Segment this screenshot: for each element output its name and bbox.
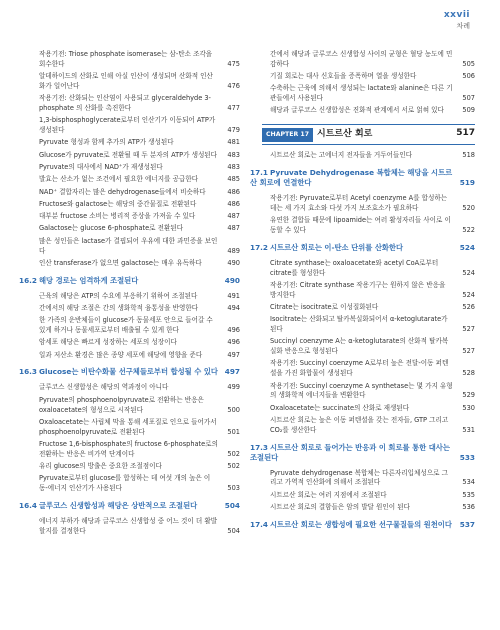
toc-entry-title: 인산 transferase가 없으면 galactose는 매우 유독하다 (39, 258, 202, 267)
chapter-label: CHAPTER 17 (262, 128, 313, 142)
toc-entry[interactable] (39, 304, 240, 314)
toc-section-title: Glucose는 비탄수화물 선구체들로부터 합성될 수 있다 (39, 367, 218, 377)
toc-entry[interactable] (39, 50, 240, 70)
toc-entry-title: 수축하는 근육에 의해서 생성되는 lactate와 alanine은 다른 기관들에서 사용된다 (270, 84, 453, 103)
toc-section-title: 시트르산 회로로 들어가는 반응과 이 회로를 통한 대사는 조절된다 (250, 442, 450, 462)
toc-entry-page: 503 (227, 484, 240, 493)
toc-section-page: 504 (224, 500, 240, 510)
toc-entry-title: Pyruvate dehydrogenase 복합체는 다른자리입체성으로 그리고 가역적 인산화에 의해서 조절된다 (270, 468, 448, 487)
toc-entry-page: 486 (227, 199, 240, 208)
toc-entry[interactable] (39, 462, 240, 472)
toc-entry[interactable] (39, 163, 240, 173)
toc-entry-page: 485 (227, 175, 240, 184)
toc-entry[interactable] (270, 106, 475, 116)
toc-entry-page: 500 (227, 405, 240, 414)
toc-entry-title: Succinyl coenzyme A는 α-ketoglutarate의 산화적 탈카복실화 반응으로 형성된다 (270, 337, 449, 356)
toc-entry[interactable] (39, 237, 240, 257)
toc-entry[interactable] (270, 151, 475, 161)
toc-section[interactable] (250, 168, 475, 188)
toc-entry[interactable] (270, 315, 475, 335)
toc-entry-title: 대부분 fructose 소비는 병리적 증상을 가져올 수 있다 (39, 212, 196, 221)
toc-entry-page: 479 (227, 126, 240, 135)
toc-entry-title: 1,3-bisphosphoglycerate로부터 인산기가 이동되어 ATP가 생성된다 (39, 116, 216, 135)
toc-entry-title: Galactose는 glucose 6-phosphate로 전환된다 (39, 224, 184, 233)
toc-entry[interactable] (270, 216, 475, 236)
toc-section-number: 16.3 (19, 367, 38, 377)
toc-entry-page: 501 (227, 427, 240, 436)
toc-entry-page: 489 (227, 246, 240, 255)
toc-entry[interactable] (39, 212, 240, 222)
toc-entry-page: 494 (227, 303, 240, 312)
toc-entry[interactable] (270, 404, 475, 414)
toc-entry-page: 536 (462, 502, 475, 511)
toc-entry-page: 507 (462, 94, 475, 103)
toc-entry[interactable] (270, 416, 475, 436)
toc-left-column (19, 50, 240, 539)
toc-entry[interactable] (39, 94, 240, 114)
toc-section-number: 16.4 (19, 500, 38, 510)
toc-section[interactable] (19, 367, 240, 377)
toc-entry-page: 499 (227, 383, 240, 392)
toc-entry-page: 504 (227, 526, 240, 535)
toc-entry[interactable] (270, 72, 475, 82)
toc-entry-page: 505 (462, 59, 475, 68)
toc-entry-title: Oxaloacetate는 사립체 막을 통해 세포질로 인으로 들어가서 phosphoenolpyruvate로 전환된다 (39, 417, 217, 436)
toc-entry-title: 작용기전: Pyruvate로부터 Acetyl coenzyme A를 합성하는 데는 세 가지 효소와 다섯 가지 보조효소가 필요하다 (270, 194, 448, 212)
toc-entry-page: 531 (462, 425, 475, 434)
toc-entry-page: 526 (462, 302, 475, 311)
toc-entry-title: 일과 저산소 환경은 많은 종양 세포에 해당에 영향을 준다 (39, 350, 203, 359)
toc-section[interactable] (19, 501, 240, 511)
toc-entry[interactable] (270, 194, 475, 214)
toc-entry-title: Citrate synthase는 oxaloacetate와 acetyl CoA로부터 citrate를 형성한다 (270, 258, 439, 277)
toc-section-title: 시트르산 회로는 이-탄소 단위를 산화한다 (270, 242, 404, 252)
toc-entry-title: Pyruvate의 대사에서 NAD⁺가 재생성된다 (39, 162, 163, 171)
toc-section-number: 17.1 (250, 168, 269, 178)
toc-entry[interactable] (39, 188, 240, 198)
toc-entry[interactable] (270, 303, 475, 313)
toc-section-page: 490 (224, 275, 240, 285)
toc-entry-title: 글루코스 신생합성은 해당의 역과정이 아니다 (39, 383, 169, 392)
toc-entry-page: 490 (227, 258, 240, 267)
toc-entry-title: Pyruvate 형성과 함께 추가의 ATP가 생성된다 (39, 138, 174, 147)
toc-entry-title: Isocitrate는 산화되고 탈카복실화되어서 α-ketoglutarate가 된다 (270, 315, 448, 334)
toc-entry[interactable] (39, 200, 240, 210)
toc-entry-title: Glucose가 pyruvate로 전환될 때 두 분자의 ATP가 생성된다 (39, 150, 218, 159)
toc-entry[interactable] (270, 469, 475, 489)
toc-entry-page: 518 (462, 151, 475, 160)
toc-entry-page: 487 (227, 224, 240, 233)
toc-entry-page: 486 (227, 187, 240, 196)
toc-entry-page: 502 (227, 449, 240, 458)
toc-entry-page: 476 (227, 81, 240, 90)
toc-entry[interactable] (39, 517, 240, 537)
toc-section-title: 글루코스 신생합성과 해당은 상반적으로 조절된다 (39, 500, 198, 510)
toc-entry-title: 작용기전: Triose phosphate isomerase는 삼-탄소 조각을 회수한다 (39, 50, 213, 68)
toc-section-page: 497 (224, 367, 240, 377)
toc-entry-title: 에너지 부하가 해당과 글루코스 신생합성 중 어느 것이 더 활발할지를 결정한다 (39, 516, 218, 535)
toc-entry-title: 기질 회로는 대사 신호들을 증폭하며 열을 생성한다 (270, 72, 417, 81)
toc-section-page: 537 (459, 519, 475, 529)
toc-entry-title: 알데하이드의 산화로 인해 아실 인산이 생성되며 산화적 인산화가 일어난다 (39, 72, 213, 90)
toc-section-number: 17.2 (250, 242, 269, 252)
toc-entry[interactable] (270, 259, 475, 279)
toc-entry[interactable] (270, 382, 475, 402)
toc-entry-title: 시트르산 회로는 여러 지점에서 조절된다 (270, 490, 387, 499)
toc-entry-page: 483 (227, 162, 240, 171)
toc-section-number: 17.4 (250, 519, 269, 529)
toc-entry-title: Oxaloacetate는 succinate의 산화로 재생된다 (270, 403, 410, 412)
toc-entry-page: 506 (462, 72, 475, 81)
toc-entry-title: 유연한 결합들 때문에 lipoamide는 여러 활성자리들 사이로 이동할 수 있다 (270, 216, 451, 234)
toc-entry-page: 535 (462, 490, 475, 499)
toc-entry[interactable] (270, 503, 475, 513)
toc-entry[interactable] (39, 175, 240, 185)
toc-entry-title: Fructose와 galactose는 해당의 중간물질로 전환된다 (39, 199, 197, 208)
toc-section-title: 해당 경로는 엄격하게 조절된다 (39, 275, 139, 285)
toc-section-page: 524 (459, 242, 475, 252)
toc-entry-page: 528 (462, 369, 475, 378)
toc-section-page: 519 (459, 178, 475, 188)
toc-entry-page: 534 (462, 478, 475, 487)
toc-entry-title: Pyruvate의 phosphoenolpyruvate로 전환하는 반응은 oxaloacetate의 형성으로 시작된다 (39, 395, 204, 414)
toc-entry[interactable] (270, 359, 475, 379)
toc-entry[interactable] (39, 316, 240, 336)
toc-entry-page: 524 (462, 290, 475, 299)
toc-entry-title: 암세포 해당은 빠르게 성장하는 세포의 성장이다 (39, 338, 177, 347)
toc-entry[interactable] (270, 84, 475, 104)
toc-entry[interactable] (39, 138, 240, 148)
toc-entry-title: 시트르산 회로는 높은 이동 퍼텐셜을 갖는 전자들, GTP 그리고 CO₂를 생산한다 (270, 415, 449, 434)
toc-entry-page: 529 (462, 391, 475, 400)
toc-entry[interactable] (39, 151, 240, 161)
toc-chapter[interactable] (262, 124, 475, 145)
toc-entry-page: 496 (227, 326, 240, 335)
toc-entry-page: 502 (227, 462, 240, 470)
page-number: xxvii (443, 10, 470, 20)
toc-entry[interactable] (39, 72, 240, 92)
toc-entry-page: 487 (227, 212, 240, 221)
toc-entry-title: 작용기전: Succinyl coenzyme A synthetase는 몇 가지 유형의 생화학적 에너지들을 변환한다 (270, 381, 453, 400)
toc-section-title: Pyruvate Dehydrogenase 복합체는 해당을 시트르산 회로에 연결한다 (250, 168, 453, 188)
toc-entry-title: 해당과 글루코스 신생합성은 진화적 관계에서 서로 얽혀 있다 (270, 106, 444, 115)
toc-entry-title: 한 가족의 운반체들이 glucose가 동물세포 안으로 들어갈 수 있게 하거나 동물세포로부터 배출될 수 있게 한다 (39, 316, 213, 335)
chapter-title: 시트르산 회로 (317, 129, 373, 140)
toc-section-number: 16.2 (19, 275, 38, 285)
toc-entry-title: Fructose 1,6-bisphosphate의 fructose 6-phosphate로의 전환하는 반응은 비가역 단계이다 (39, 439, 218, 458)
toc-entry-title: 시트르산 회로의 결함들은 암의 발달 원인이 된다 (270, 502, 410, 511)
toc-entry-title: Pyruvate로부터 glucose를 합성하는 데 여섯 개의 높은 이동-에너지 인산기가 사용된다 (39, 474, 211, 493)
toc-entry-page: 491 (227, 291, 240, 300)
toc-entry[interactable] (39, 474, 240, 494)
toc-section[interactable] (19, 276, 240, 286)
toc-section-page: 533 (459, 452, 475, 462)
toc-entry-page: 527 (462, 347, 475, 356)
toc-section-title: 시트르산 회로는 생합성에 필요한 선구물질들의 원천이다 (270, 519, 452, 529)
toc-entry[interactable] (39, 116, 240, 136)
chapter-page: 517 (456, 128, 475, 139)
toc-entry-title: 작용기전: Succinyl coenzyme A로부터 높은 전달-이동 퍼텐셜을 가진 화합물이 생성된다 (270, 359, 449, 378)
toc-entry-page: 477 (227, 103, 240, 112)
toc-entry-page: 527 (462, 325, 475, 334)
toc-section[interactable] (250, 443, 475, 463)
toc-right-column (250, 50, 475, 536)
toc-entry-title: NAD⁺ 결합자리는 많은 dehydrogenase들에서 비슷하다 (39, 187, 206, 196)
toc-entry[interactable] (39, 224, 240, 234)
toc-entry-title: 작용기전: 산화되는 인산염이 사용되고 glyceraldehyde 3-phosphate 의 산화를 촉진한다 (39, 94, 211, 112)
toc-entry-page: 520 (462, 203, 475, 212)
toc-entry[interactable] (39, 383, 240, 393)
toc-entry-title: Citrate는 isocitrate로 이성질화된다 (270, 302, 379, 311)
toc-entry-page: 522 (462, 225, 475, 234)
toc-section[interactable] (250, 520, 475, 530)
toc-section[interactable] (250, 243, 475, 253)
toc-entry-page: 483 (227, 150, 240, 159)
toc-entry[interactable] (39, 338, 240, 348)
page-header (444, 10, 470, 31)
toc-entry-title: 근육의 해당은 ATP의 수요에 부응하기 위하여 조절된다 (39, 291, 198, 300)
toc-entry-page: 497 (227, 350, 240, 359)
toc-entry-title: 유리 glucose의 방출은 중요한 조절점이다 (39, 462, 162, 470)
toc-entry-page: 509 (462, 106, 475, 115)
toc-entry[interactable] (39, 396, 240, 416)
toc-entry[interactable] (270, 491, 475, 501)
toc-entry[interactable] (270, 337, 475, 357)
toc-entry-page: 481 (227, 138, 240, 147)
toc-entry-page: 524 (462, 268, 475, 277)
toc-entry-title: 발효는 산소가 없는 조건에서 필요한 에너지를 공급한다 (39, 175, 199, 184)
toc-section-number: 17.3 (250, 442, 269, 452)
toc-entry-page: 530 (462, 403, 475, 412)
toc-entry[interactable] (39, 418, 240, 438)
toc-entry-page: 496 (227, 338, 240, 347)
contents-label: 차례 (456, 22, 470, 30)
toc-entry-title: 간에서 해당과 글루코스 신생합성 사이의 균형은 혈당 농도에 민감하다 (270, 50, 453, 68)
toc-entry[interactable] (39, 292, 240, 302)
toc-entry[interactable] (270, 50, 475, 70)
toc-entry[interactable] (39, 259, 240, 269)
toc-entry-title: 많은 성인들은 lactase가 결핍되어 우유에 대한 과민증을 보인다 (39, 236, 218, 255)
toc-entry[interactable] (270, 281, 475, 301)
toc-entry[interactable] (39, 351, 240, 361)
toc-entry-title: 시트르산 회로는 고에너지 전자들을 거두어들인다 (270, 151, 413, 160)
toc-entry-title: 간에서의 해당 조절은 간의 생화학적 융통성을 반영한다 (39, 303, 199, 312)
toc-entry[interactable] (39, 440, 240, 460)
toc-entry-title: 작용기전: Citrate synthase 작용기구는 원하지 않은 반응을 방지한다 (270, 280, 446, 299)
toc-entry-page: 475 (227, 59, 240, 68)
